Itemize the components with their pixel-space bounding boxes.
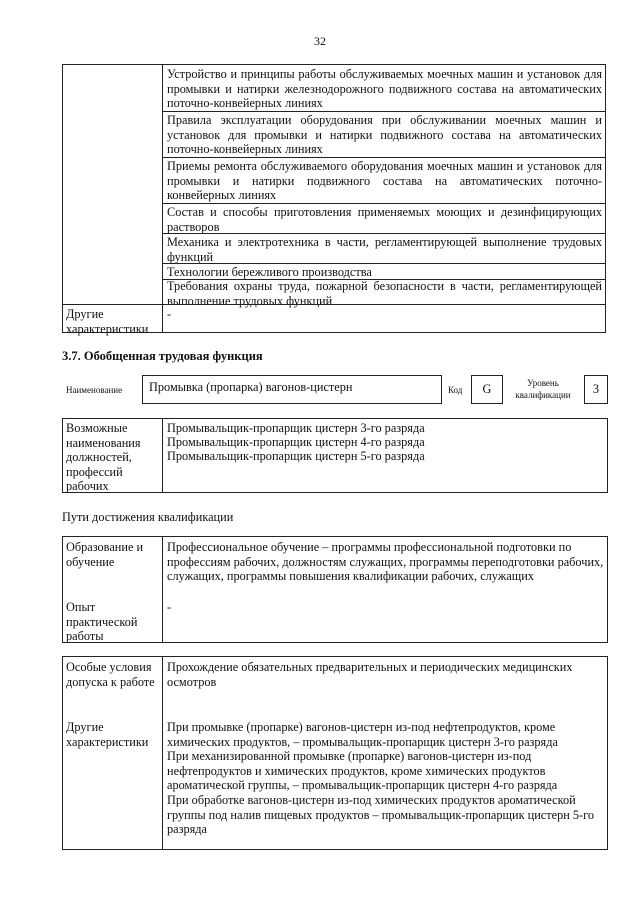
knowledge-row-4: Состав и способы приготовления применяемых моющих и дезинфицирующих растворов <box>167 205 602 234</box>
experience-value: - <box>167 600 172 614</box>
name-label: Наименование <box>66 385 123 395</box>
paths-title: Пути достижения квалификации <box>62 510 234 524</box>
level-label: Уровень квалификации <box>515 378 571 400</box>
knowledge-row-1: Устройство и принципы работы обслуживаемых моечных машин и установок для промывки и натирки железнодорожного подвижного состава на автоматических поточно-конвейерных линиях <box>167 67 602 111</box>
page-number: 32 <box>314 34 326 48</box>
other-characteristics-value: - <box>167 307 172 321</box>
code-value: G <box>471 375 503 404</box>
position-item-2: Промывальщик-пропарщик цистерн 4-го разряда <box>167 435 425 449</box>
conditions-value: Прохождение обязательных предварительных и периодических медицинских осмотров <box>167 660 573 689</box>
knowledge-row-3: Приемы ремонта обслуживаемого оборудования моечных машин и установок для промывки и натирки подвижного состава на автоматических поточно-конвейерных линиях <box>167 159 602 203</box>
knowledge-row-6: Технологии бережливого производства <box>167 265 372 279</box>
knowledge-row-7: Требования охраны труда, пожарной безопасности в части, регламентирующей выполнение трудовых функций <box>167 279 602 308</box>
knowledge-row-5: Механика и электротехника в части, регламентирующей выполнение трудовых функций <box>167 235 602 264</box>
conditions-table <box>62 656 608 850</box>
level-value: 3 <box>584 375 608 404</box>
other-characteristics-label: Другие характеристики <box>66 307 149 336</box>
education-table <box>62 536 608 643</box>
other-line-2: При механизированной промывке (пропарке) вагонов-цистерн из-под нефтепродуктов и химических продуктов, кроме химических продуктов ароматической группы, – промывальщик-пропарщик цистерн 4-го разряда <box>167 749 558 793</box>
other-label: Другие характеристики <box>66 720 149 749</box>
position-item-3: Промывальщик-пропарщик цистерн 5-го разряда <box>167 449 425 463</box>
section-heading: 3.7. Обобщенная трудовая функция <box>62 349 263 363</box>
experience-label: Опыт практической работы <box>66 600 138 644</box>
education-value: Профессиональное обучение – программы профессиональной подготовки по профессиям рабочих, должностям служащих, программы переподготовки рабочих, служащих, программы повышения квалификации рабочих, служащих <box>167 540 604 584</box>
name-value: Промывка (пропарка) вагонов-цистерн <box>142 375 442 404</box>
position-item-1: Промывальщик-пропарщик цистерн 3-го разряда <box>167 421 425 435</box>
other-line-1: При промывке (пропарке) вагонов-цистерн из-под нефтепродуктов, кроме химических продуктов, – промывальщик-пропарщик цистерн 3-го разряда <box>167 720 558 749</box>
positions-table <box>62 418 608 493</box>
knowledge-row-2: Правила эксплуатации оборудования при обслуживании моечных машин и установок для промывки и натирки подвижного состава на автоматических поточно-конвейерных линиях <box>167 113 602 157</box>
education-label: Образование и обучение <box>66 540 144 569</box>
knowledge-table <box>62 64 606 336</box>
conditions-label: Особые условия допуска к работе <box>66 660 155 689</box>
positions-label: Возможные наименования должностей, профессий рабочих <box>66 421 141 494</box>
code-label: Код <box>448 385 463 395</box>
other-line-3: При обработке вагонов-цистерн из-под химических продуктов ароматической группы под налив пищевых продуктов – промывальщик-пропарщик цистерн 5-го разряда <box>167 793 595 837</box>
